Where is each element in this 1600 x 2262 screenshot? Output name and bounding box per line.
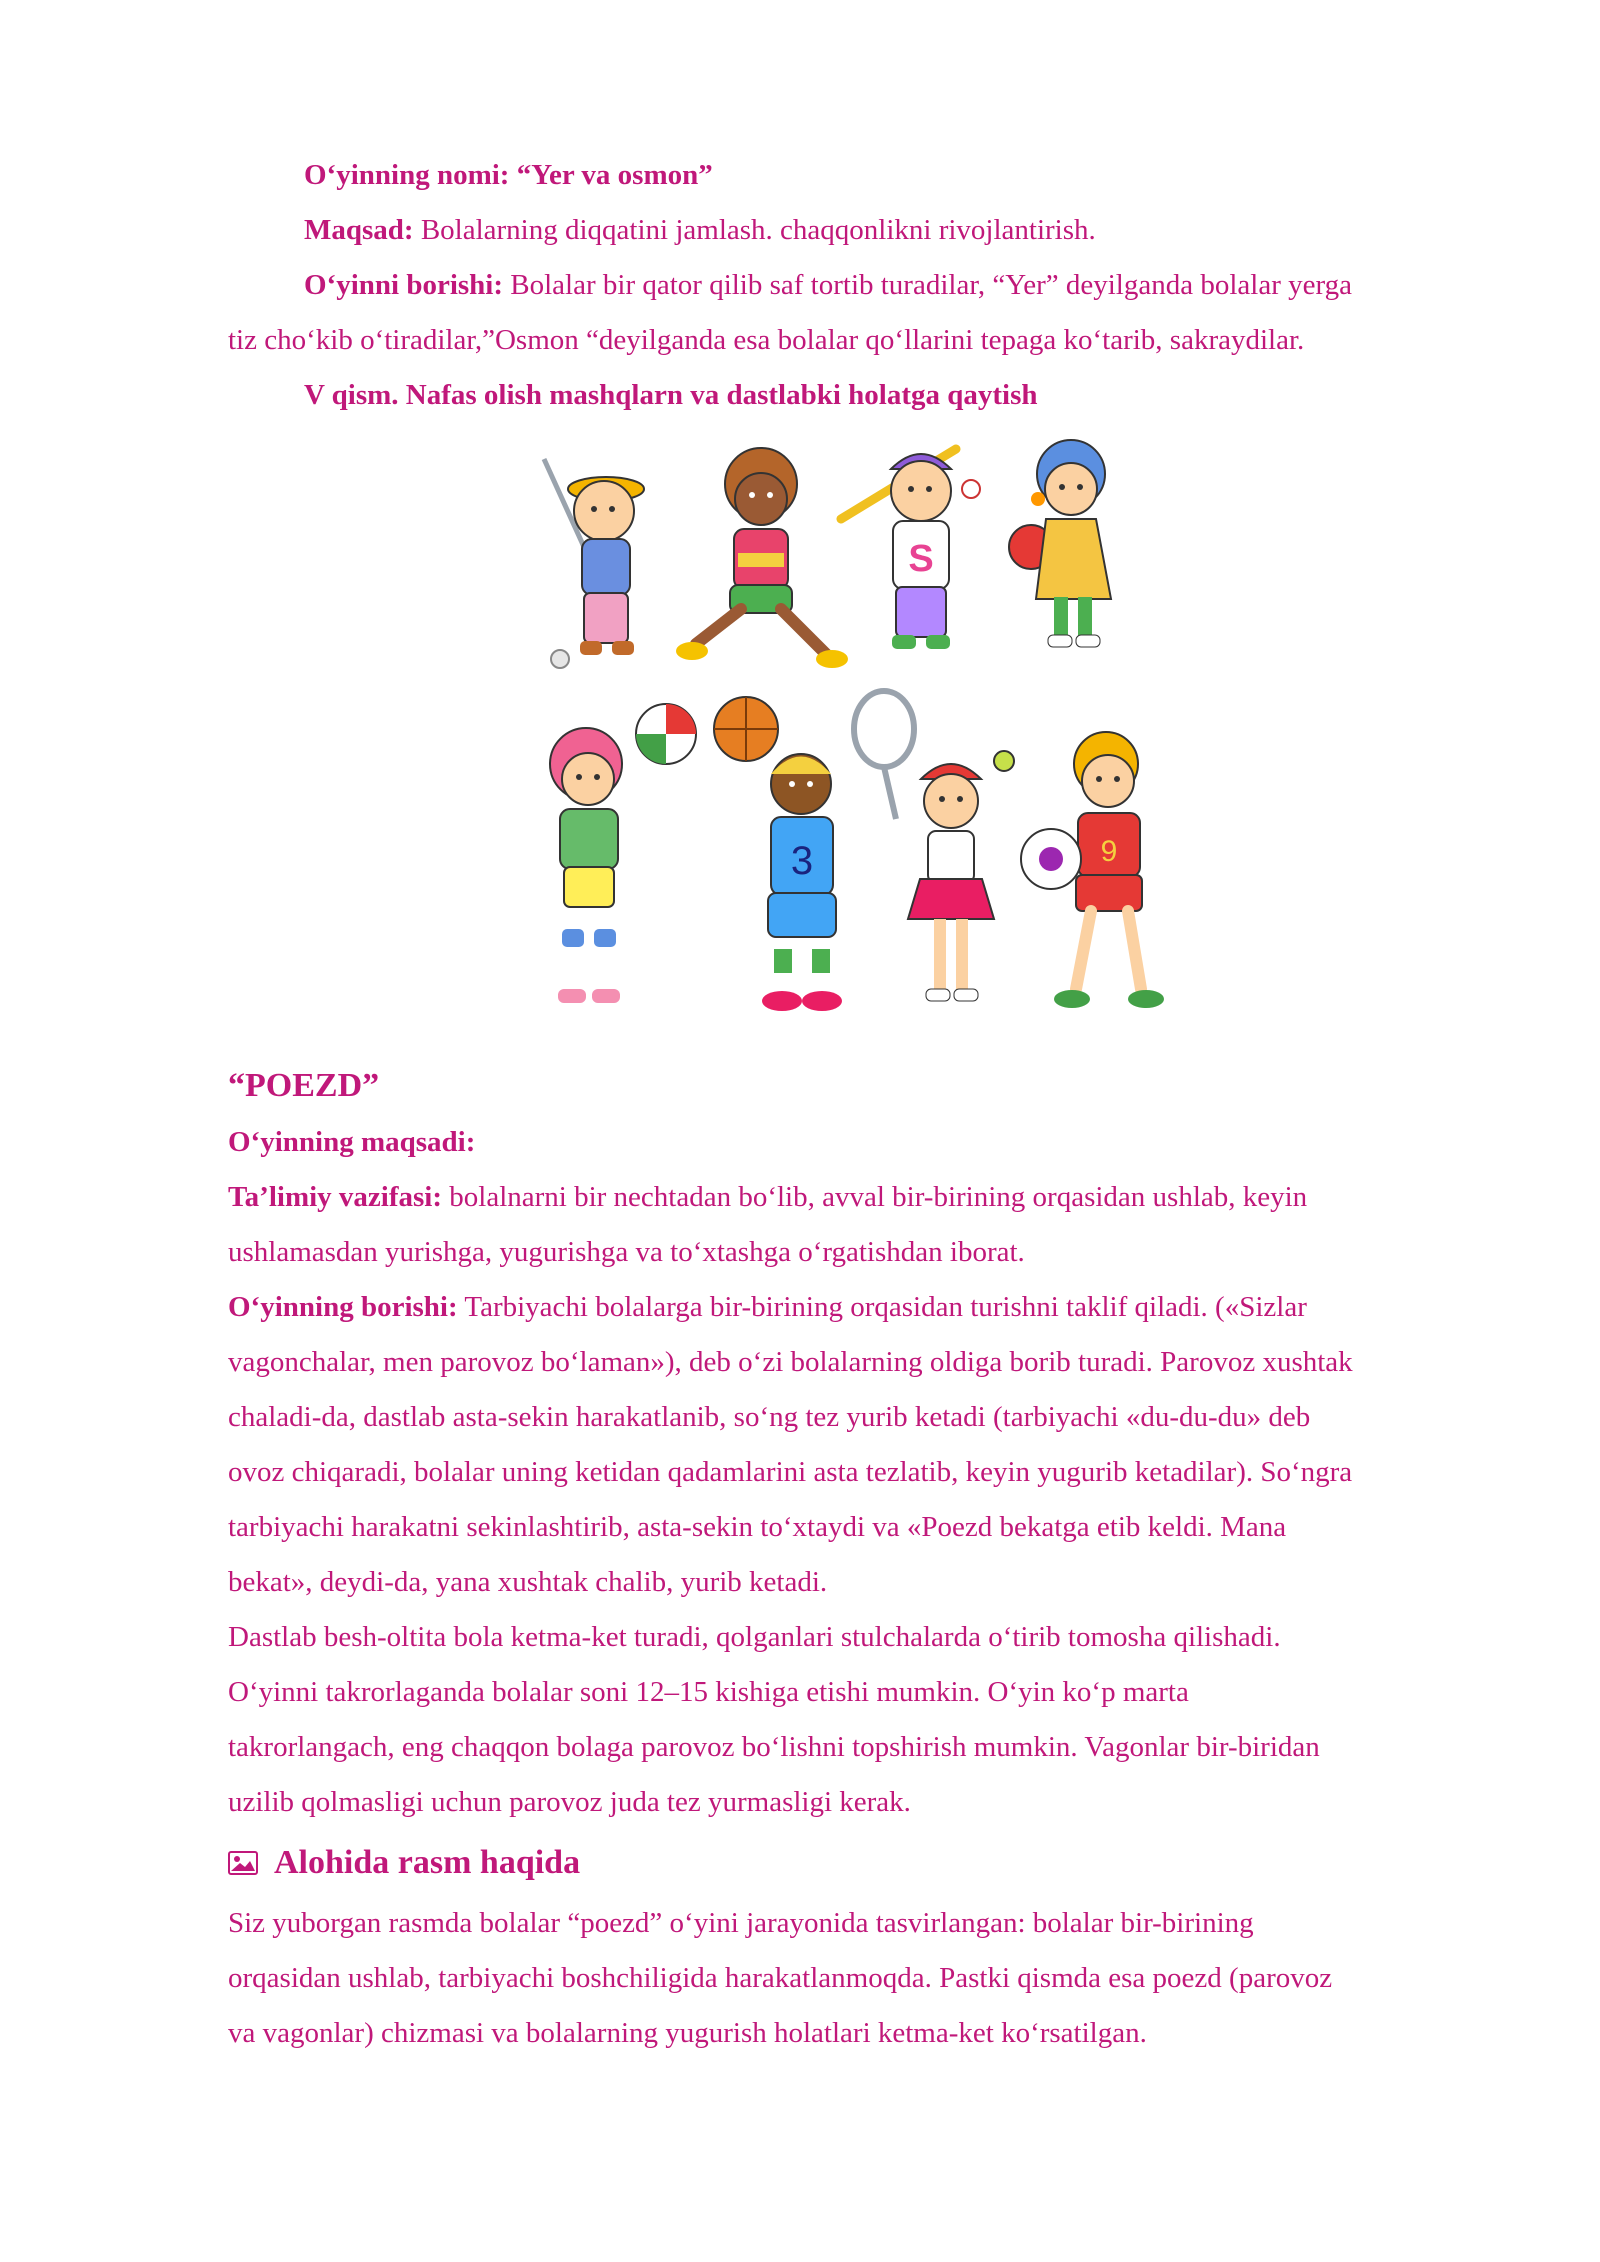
game-name-value: “Yer va osmon” <box>516 159 713 191</box>
children-sports-illustration <box>228 429 1480 1049</box>
baseball-kid-figure <box>841 449 980 649</box>
jersey-s-label: S <box>908 538 934 580</box>
poezd-edu-line-2: ushlamasdan yurishga, yugurishga va to‘xtashga o‘rgatishdan iborat. <box>228 1236 1025 1268</box>
page-content <box>228 148 1480 2061</box>
game-course-line-1 <box>228 258 1480 313</box>
about-line: Siz yuborgan rasmda bolalar “poezd” o‘yini jarayonida tasvirlangan: bolalar bir-birining <box>228 1907 1254 1939</box>
about-image-heading <box>228 1830 1480 1896</box>
poezd-course-line: Dastlab besh-oltita bola ketma-ket turadi, qolganlari stulchalarda o‘tirib tomosha qilishadi. <box>228 1621 1281 1653</box>
game-name-line <box>228 148 1480 203</box>
poezd-course-label: O‘yinning borishi: <box>228 1291 458 1323</box>
soccer-kid-figure <box>1021 732 1164 1008</box>
beachball-girl-figure <box>550 704 696 1003</box>
poezd-course-line: uzilib qolmasligi uchun parovoz juda tez yurmasligi kerak. <box>228 1786 911 1818</box>
pingpong-girl-figure <box>1009 440 1111 647</box>
jersey-3-label: 3 <box>790 839 814 883</box>
poezd-course-line-1 <box>228 1280 1480 1335</box>
poezd-edu-label: Ta’limiy vazifasi: <box>228 1181 443 1213</box>
poezd-goal-heading: O‘yinning maqsadi: <box>228 1126 476 1158</box>
children-sports-icon <box>516 429 1196 1039</box>
poezd-course-line: vagonchalar, men parovoz bo‘laman»), deb o‘zi bolalarning oldiga borib turadi. Parovoz xushtak <box>228 1346 1353 1378</box>
tennis-girl-figure <box>854 691 1014 1001</box>
about-line: orqasidan ushlab, tarbiyachi boshchiligida harakatlanmoqda. Pastki qismda esa poezd (parovoz <box>228 1962 1333 1994</box>
game-course-label: O‘yinni borishi: <box>304 269 504 301</box>
poezd-course-line: takrorlangach, eng chaqqon bolaga parovoz bo‘lishni topshirish mumkin. Vagonlar bir-biridan <box>228 1731 1320 1763</box>
about-image-heading-text: Alohida rasm haqida <box>274 1844 581 1881</box>
poezd-title: “POEZD” <box>228 1067 380 1104</box>
part-v-heading: V qism. Nafas olish mashqlarn va dastlabki holatga qaytish <box>304 379 1038 411</box>
poezd-course-line: chaladi-da, dastlab asta-sekin harakatlanib, so‘ng tez yurib ketadi (tarbiyachi «du-du-du» deb <box>228 1401 1311 1433</box>
poezd-course-line: bekat», deydi-da, yana xushtak chalib, yurib ketadi. <box>228 1566 828 1598</box>
game-course-text-1: Bolalar bir qator qilib saf tortib turadilar, “Yer” deyilganda bolalar yerga <box>510 269 1353 301</box>
game-goal-text: Bolalarning diqqatini jamlash. chaqqonlikni rivojlantirish. <box>420 214 1096 246</box>
poezd-course-line: tarbiyachi harakatni sekinlashtirib, asta-sekin to‘xtaydi va «Poezd bekatga etib keldi. Mana <box>228 1511 1287 1543</box>
running-kid-figure <box>676 448 848 668</box>
game-name-label: O‘yinning nomi: <box>304 159 510 191</box>
jersey-9-label: 9 <box>1100 835 1118 868</box>
about-line: va vagonlar) chizmasi va bolalarning yugurish holatlari ketma-ket ko‘rsatilgan. <box>228 2017 1147 2049</box>
framed-picture-icon <box>228 1851 258 1875</box>
poezd-course-text-1: Tarbiyachi bolalarga bir-birining orqasidan turishni taklif qiladi. («Sizlar <box>464 1291 1307 1323</box>
game-goal-label: Maqsad: <box>304 214 414 246</box>
poezd-course-line: O‘yinni takrorlaganda bolalar soni 12–15 kishiga etishi mumkin. O‘yin ko‘p marta <box>228 1676 1189 1708</box>
poezd-edu-text-1: bolalnarni bir nechtadan bo‘lib, avval bir-birining orqasidan ushlab, keyin <box>449 1181 1308 1213</box>
poezd-edu-line-1 <box>228 1170 1480 1225</box>
game-goal-line <box>228 203 1480 258</box>
basketball-kid-figure <box>714 697 842 1011</box>
game-course-line-2: tiz cho‘kib o‘tiradilar,”Osmon “deyilganda esa bolalar qo‘llarini tepaga ko‘tarib, sakraydilar. <box>228 324 1305 356</box>
poezd-course-line: ovoz chiqaradi, bolalar uning ketidan qadamlarini asta tezlatib, keyin yugurib ketadilar). So‘ngra <box>228 1456 1353 1488</box>
golf-kid-figure <box>544 459 644 668</box>
